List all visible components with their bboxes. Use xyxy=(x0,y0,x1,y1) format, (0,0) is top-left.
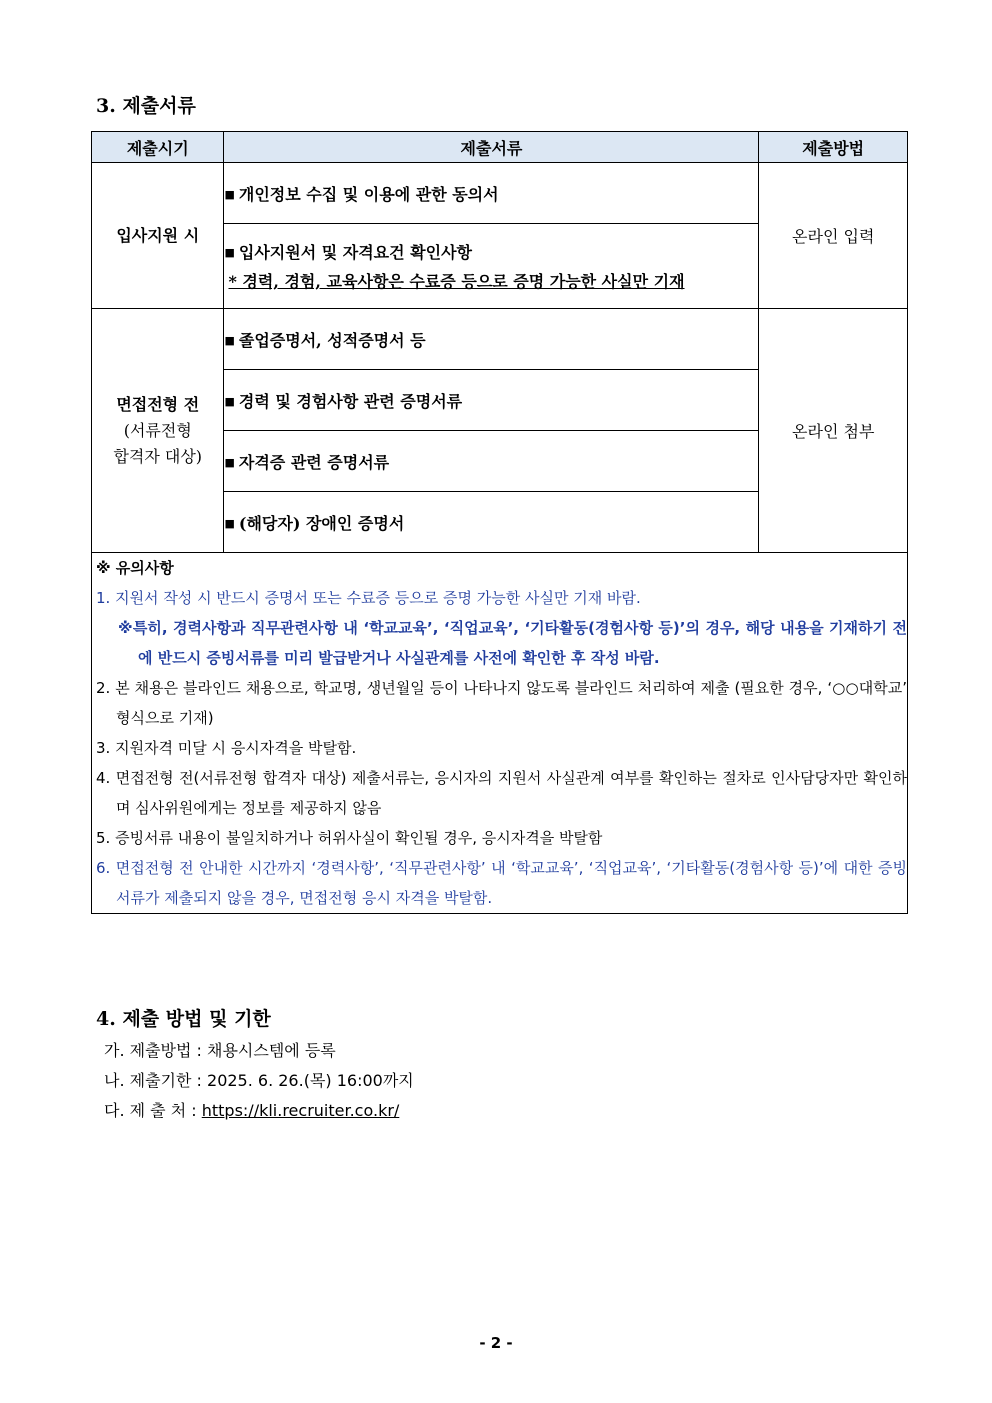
recruiter-site-link[interactable]: https://kli.recruiter.co.kr/ xyxy=(201,1101,400,1120)
destination-label: 다. 제 출 처 : xyxy=(104,1101,202,1120)
time-label: 면접전형 전 xyxy=(116,394,200,414)
notes-cell xyxy=(92,553,908,914)
note-item-3: 3. 지원자격 미달 시 응시자격을 박탈함. xyxy=(96,739,357,757)
header-submission-documents: 제출서류 xyxy=(224,132,759,163)
bullet-icon: ■ xyxy=(224,333,235,347)
doc-warning-note: * 경력, 경험, 교육사항은 수료증 등으로 증명 가능한 사실만 기재 xyxy=(228,272,685,291)
notes-row xyxy=(92,553,908,914)
submission-deadline-line: 나. 제출기한 : 2025. 6. 26.(목) 16:00까지 xyxy=(104,1071,414,1090)
table-header-row xyxy=(92,132,908,163)
header-submission-method: 제출방법 xyxy=(759,132,908,163)
doc-career-proof xyxy=(224,370,759,431)
doc-label: 졸업증명서, 성적증명서 등 xyxy=(238,330,426,350)
doc-label: 입사지원서 및 자격요건 확인사항 xyxy=(238,243,472,262)
doc-privacy-consent xyxy=(224,163,759,224)
method-online-input: 온라인 입력 xyxy=(759,163,908,309)
submission-method-list xyxy=(104,1036,414,1126)
bullet-icon: ■ xyxy=(224,455,235,469)
time-before-interview xyxy=(92,309,224,553)
doc-application-form xyxy=(224,224,759,309)
submission-method-line: 가. 제출방법 : 채용시스템에 등록 xyxy=(104,1041,336,1060)
method-online-attach: 온라인 첨부 xyxy=(759,309,908,553)
doc-disability-certificate xyxy=(224,492,759,553)
note-item-1: 1. 지원서 작성 시 반드시 증명서 또는 수료증 등으로 증명 가능한 사실만 기재 바람. xyxy=(96,589,641,607)
section3-title: 3. 제출서류 xyxy=(96,95,196,117)
table-row xyxy=(92,309,908,370)
note-item-5: 5. 증빙서류 내용이 불일치하거나 허위사실이 확인될 경우, 응시자격을 박탈함 xyxy=(96,829,603,847)
submission-destination-line xyxy=(104,1096,414,1126)
page-number: - 2 - xyxy=(479,1334,513,1352)
doc-label: 개인정보 수집 및 이용에 관한 동의서 xyxy=(238,184,499,204)
bullet-icon: ■ xyxy=(224,246,235,259)
note-item-4: 4. 면접전형 전(서류전형 합격자 대상) 제출서류는, 응시자의 지원서 사실관계 여부를 확인하는 절차로 인사담당자만 확인하며 심사위원에게는 정보를 제공하지 않음 xyxy=(96,769,907,817)
time-application: 입사지원 시 xyxy=(92,163,224,309)
doc-label: 경력 및 경험사항 관련 증명서류 xyxy=(238,391,463,411)
submission-documents-table xyxy=(91,131,908,914)
section4-title: 4. 제출 방법 및 기한 xyxy=(96,1008,271,1030)
bullet-icon: ■ xyxy=(224,187,235,201)
doc-license-proof xyxy=(224,431,759,492)
doc-label: 자격증 관련 증명서류 xyxy=(238,452,390,472)
note-item-6: 6. 면접전형 전 안내한 시간까지 ‘경력사항’, ‘직무관련사항’ 내 ‘학교교육’, ‘직업교육’, ‘기타활동(경험사항 등)’에 대한 증빙서류가 제출되지 않을 경우, 면접전형 응시 자격을 박탈함. xyxy=(96,859,907,907)
time-sub-label: (서류전형 xyxy=(123,420,192,440)
bullet-icon: ■ xyxy=(224,516,235,530)
note-item-1-emphasis: ※특히, 경력사항과 직무관련사항 내 ‘학교교육’, ‘직업교육’, ‘기타활동(경험사항 등)’의 경우, 해당 내용을 기재하기 전에 반드시 증빙서류를 미리 발급받거나 사실관계를 사전에 확인한 후 작성 바람. xyxy=(118,619,907,667)
table-row xyxy=(92,163,908,224)
header-submission-time: 제출시기 xyxy=(92,132,224,163)
doc-label: (해당자) 장애인 증명서 xyxy=(238,513,405,533)
bullet-icon: ■ xyxy=(224,394,235,408)
note-item-2: 2. 본 채용은 블라인드 채용으로, 학교명, 생년월일 등이 나타나지 않도록 블라인드 처리하여 제출 (필요한 경우, ‘○○대학교’ 형식으로 기재) xyxy=(96,679,907,727)
doc-graduation-certificate xyxy=(224,309,759,370)
time-sub-label: 합격자 대상) xyxy=(113,446,203,466)
notes-heading: ※ 유의사항 xyxy=(96,559,174,577)
